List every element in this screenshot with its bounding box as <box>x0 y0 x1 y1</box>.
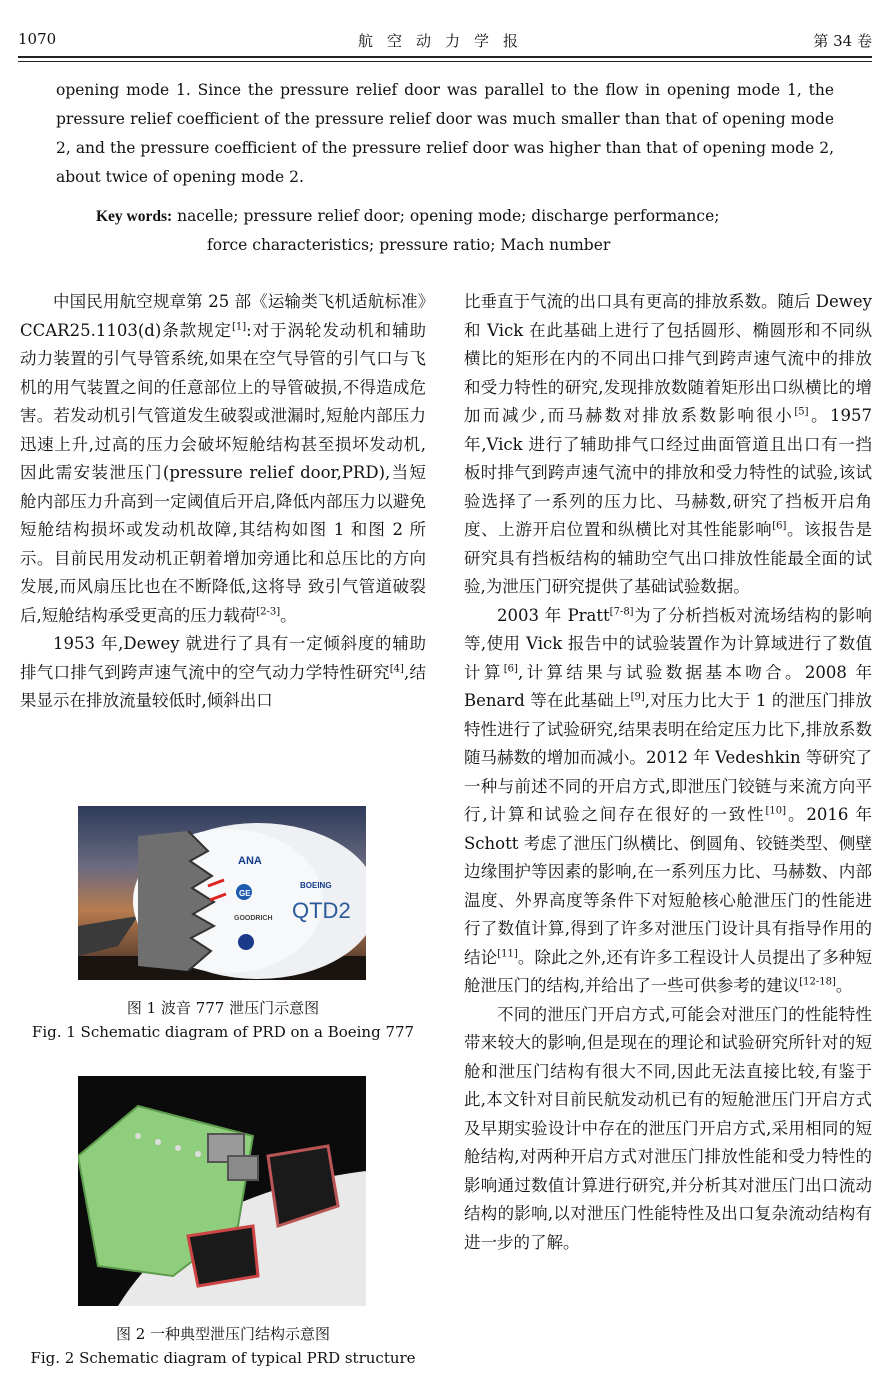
citation: [2-3] <box>256 606 281 617</box>
citation: [11] <box>497 948 518 959</box>
right-paragraph-3: 不同的泄压门开启方式,可能会对泄压门的性能特性带来较大的影响,但是现在的理论和试验研究所针对的短舱和泄压门结构有很大不同,因此无法直接比较,有鉴于此,本文针对目前民航发动机已有的短舱泄压门开启方式及早期实验设计中存在的泄压门开启方式,采用相同的短舱结构,对两种开启方式对泄压门排放性能和受力特性的影响通过数值计算进行研究,并分析其对泄压门出口流动结构的影响,以对泄压门性能特性及出口复杂流动结构有进一步的了解。 <box>464 1004 872 1252</box>
citation: [10] <box>765 805 787 817</box>
goodrich-logo: GOODRICH <box>234 915 273 922</box>
keywords-line2: force characteristics; pressure ratio; Mach number <box>207 236 611 254</box>
page-header <box>18 26 872 58</box>
citation: [9] <box>630 691 645 703</box>
page-number: 1070 <box>18 30 57 48</box>
figure-1-caption-cn: 图 1 波音 777 泄压门示意图 <box>126 999 320 1017</box>
prd-structure-illustration <box>78 1076 366 1306</box>
journal-title: 航空动力学报 <box>357 32 532 50</box>
qtd2-logo: QTD2 <box>292 898 351 923</box>
citation: [4] <box>389 663 404 674</box>
figure-1-photo <box>78 806 366 980</box>
keywords-line1: nacelle; pressure relief door; opening mode; discharge performance; <box>177 207 720 225</box>
figure-1-caption-en: Fig. 1 Schematic diagram of PRD on a Boeing 777 <box>31 1023 415 1041</box>
right-column <box>464 288 872 1257</box>
nacelle-illustration <box>78 806 366 980</box>
keywords-label: Key words: <box>96 208 173 225</box>
boeing-logo: BOEING <box>300 881 332 890</box>
ana-logo: ANA <box>238 855 262 867</box>
figure-2-caption-en: Fig. 2 Schematic diagram of typical PRD structure <box>30 1349 416 1367</box>
citation: [7-8] <box>609 606 634 617</box>
left-paragraph-2: 1953 年,Dewey 就进行了具有一定倾斜度的辅助排气口排气到跨声速气流中的空气动力学特性研究[4],结果显示在排放流量较低时,倾斜出口 <box>20 634 427 710</box>
citation: [12-18] <box>799 976 836 988</box>
citation: [6] <box>503 663 518 674</box>
nasa-logo <box>238 934 254 950</box>
svg-text:GE: GE <box>239 889 251 898</box>
citation: [5] <box>794 406 809 418</box>
volume-number: 第 34 卷 <box>813 32 872 50</box>
figure-2-caption <box>20 1322 426 1370</box>
figure-2-photo <box>78 1076 366 1306</box>
abstract-text: opening mode 1. Since the pressure relief door was parallel to the flow in opening mode 1, the pressure relief coefficient of the pressure relief door was much smaller than that of opening mode 2, and the pressure coefficient of the pressure relief door was higher than that of opening mode 2, about twice of opening mode 2. <box>56 81 834 186</box>
citation: [1] <box>231 321 247 332</box>
left-column <box>20 288 426 716</box>
right-paragraph-1: 比垂直于气流的出口具有更高的排放系数。随后 Dewey 和 Vick 在此基础上进行了包括圆形、椭圆形和不同纵横比的矩形在内的不同出口排气到跨声速气流中的排放和受力特性的研究,发现排放数随着矩形出口纵横比的增加而减少,而马赫数对排放系数影响很小[5]。1957 年,Vick 进行了辅助排气口经过曲面管道且出口有一挡板时排气到跨声速气流中的排放和受力特性的试验,该试验选择了一系列的压力比、马赫数,研究了挡板开启角度、上游开启位置和纵横比对其性能影响[6]。该报告是研究具有挡板结构的辅助空气出口排放性能最全面的试验,为泄压门研究提供了基础试验数据。 <box>464 292 873 596</box>
figure-2-caption-cn: 图 2 一种典型泄压门结构示意图 <box>115 1325 331 1343</box>
citation: [6] <box>772 520 787 532</box>
left-paragraph-1: 中国民用航空规章第 25 部《运输类飞机适航标准》CCAR25.1103(d)条款规定[1]:对于涡轮发动机和辅助动力装置的引气导管系统,如果在空气导管的引气口与飞机的用气装置之间的任意部位上的导管破损,不得造成危害。若发动机引气管道发生破裂或泄漏时,短舱内部压力迅速上升,过高的压力会破坏短舱结构甚至损坏发动机,因此需安装泄压门(pressure relief door,PRD),当短舱内部压力升高到一定阈值后开启,降低内部压力以避免短舱结构损坏或发动机故障,其结构如图 1 和图 2 所示。目前民用发动机正朝着增加旁通比和总压比的方向发展,而风扇压比也在不断降低,这将导 致引气管道破裂后,短舱结构承受更高的压力载荷[2-3]。 <box>20 292 427 625</box>
right-paragraph-2: 2003 年 Pratt[7-8]为了分析挡板对流场结构的影响等,使用 Vick 报告中的试验装置作为计算域进行了数值计算[6],计算结果与试验数据基本吻合。2008 年 Benard 等在此基础上[9],对压力比大于 1 的泄压门排放特性进行了试验研究,结果表明在给定压力比下,排放系数随马赫数的增加而减小。2012 年 Vedeshkin 等研究了一种与前述不同的开启方式,即泄压门铰链与来流方向平行,计算和试验之间存在很好的一致性[10]。2016 年 Schott 考虑了泄压门纵横比、倒圆角、铰链类型、侧壁边缘围护等因素的影响,在一系列压力比、马赫数、内部温度、外界高度等条件下对短舱核心舱泄压门的性能进行了数值计算,得到了许多对泄压门设计具有指导作用的结论[11]。除此之外,还有许多工程设计人员提出了多种短舱泄压门的结构,并给出了一些可供参考的建议[12-18]。 <box>464 605 873 995</box>
keywords <box>96 202 836 260</box>
figure-1-caption <box>20 996 426 1044</box>
